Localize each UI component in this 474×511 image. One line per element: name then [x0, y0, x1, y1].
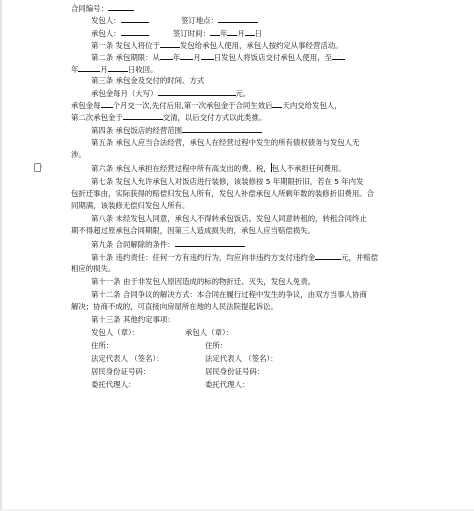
article-3-yuan: 元。	[235, 89, 251, 98]
article-2-line2	[71, 63, 157, 75]
sig-agent-right	[205, 379, 249, 390]
page-edge	[0, 0, 2, 511]
article-2	[91, 51, 345, 63]
sign-place-label: 签订地点：	[181, 16, 218, 25]
article-4-head: 第四条	[91, 126, 114, 135]
article-1-blank[interactable]	[160, 39, 180, 48]
article-6-head: 第六条	[91, 164, 114, 173]
article-11-head: 第十一条	[91, 277, 121, 286]
article-2-blank-month[interactable]	[180, 51, 193, 60]
sig-legal-left	[91, 353, 164, 364]
article-2-end-year: 年	[71, 65, 79, 74]
article-7	[91, 176, 363, 187]
article-3-monthly	[91, 87, 250, 99]
article-2-end-month: 月	[100, 65, 108, 74]
article-2-blank-end-month[interactable]	[78, 63, 100, 72]
contractee-blank[interactable]	[121, 27, 149, 36]
sig-id-left	[91, 366, 150, 377]
article-12-text: 合同争议的解决方式：本合同在履行过程中发生的争议，由双方当事人协商	[122, 290, 367, 299]
article-3-amount-blank[interactable]	[158, 87, 236, 96]
article-13-text: 其他约定事项：	[122, 315, 175, 324]
article-4-blank[interactable]	[182, 124, 262, 133]
sign-month-blank[interactable]	[227, 27, 237, 36]
article-5-cont-text: 涉。	[71, 150, 86, 159]
sig-address-right-label: 住所：	[205, 341, 228, 350]
contractee-line	[91, 27, 149, 39]
article-7-line2: 包折迁事由，实际获得的赔偿归发包人所有，发包人补偿承包人所剩年数的装修折旧费用。合	[71, 189, 375, 198]
article-8	[91, 213, 367, 224]
article-2-year: 年	[172, 53, 181, 62]
sig-address-left	[91, 340, 113, 351]
article-5-head: 第五条	[91, 138, 114, 147]
sig-agent-left-label: 委托代理人：	[91, 380, 136, 389]
article-2-blank-year[interactable]	[160, 51, 173, 60]
article-12-l2	[71, 301, 278, 312]
sig-agent-right-label: 委托代理人：	[205, 380, 250, 389]
document-arrow-icon[interactable]	[34, 163, 41, 171]
sign-day-blank[interactable]	[245, 27, 255, 36]
article-10-text-a: 违约责任：任何一方有违约行为，均应向非违约方支付违约金	[115, 253, 316, 262]
article-3-text: 承包金及交付的时间、方式	[115, 76, 205, 85]
article-1-text-b: 发包给承包人使用，承包人按约定从事经营活动。	[179, 41, 343, 50]
article-3-monthly-label: 承包金每月（大写）	[91, 89, 158, 98]
article-12	[91, 289, 367, 300]
article-3-pay	[71, 99, 342, 111]
sign-year-blank[interactable]	[210, 27, 220, 36]
article-3-head: 第三条	[91, 76, 114, 85]
contractor-label: 发包人：	[91, 16, 121, 25]
day-char: 日	[254, 29, 263, 38]
sig-agent-left	[91, 379, 135, 390]
article-3-second-a: 第二次承包金于	[71, 113, 123, 122]
article-7-head: 第七条	[91, 177, 114, 186]
sig-id-right-label: 居民身份证号码：	[205, 367, 265, 376]
article-3-months-blank[interactable]	[101, 99, 113, 108]
article-10-penalty-blank[interactable]	[315, 251, 341, 260]
article-5	[91, 137, 359, 148]
article-13	[91, 314, 175, 325]
article-2-blank-day[interactable]	[201, 51, 214, 60]
article-13-head: 第十三条	[91, 315, 121, 324]
contract-no-blank[interactable]	[108, 2, 134, 11]
article-5-cont	[71, 149, 86, 160]
article-2-blank-end-day[interactable]	[108, 63, 128, 72]
article-9	[91, 238, 245, 250]
sign-time-label: 签订时间：	[173, 29, 210, 38]
article-10	[91, 251, 378, 263]
article-6-text-a: 承包人承担在经营过程中所有高支出的费、税，	[115, 164, 271, 173]
sign-place-line	[181, 14, 258, 26]
article-2-month: 月	[193, 53, 201, 62]
sig-contractee	[185, 327, 233, 338]
sig-id-right	[205, 366, 264, 377]
sig-legal-right-label: 法定代表人 （签名）：	[205, 354, 278, 363]
sig-contractee-label: 承包人（章）：	[185, 328, 234, 337]
sig-legal-left-label: 法定代表人 （签名）：	[91, 354, 164, 363]
article-9-blank[interactable]	[175, 238, 245, 247]
article-4	[91, 124, 262, 136]
article-10-head: 第十条	[91, 253, 114, 262]
article-3-second-blank[interactable]	[123, 111, 163, 120]
article-1	[91, 39, 343, 51]
article-3-days-blank[interactable]	[272, 99, 282, 108]
article-8-head: 第八条	[91, 214, 114, 223]
article-1-head: 第一条	[91, 41, 114, 50]
article-11	[91, 276, 315, 287]
article-10-line2: 相应的损失。	[71, 264, 116, 273]
year-char: 年	[219, 29, 228, 38]
article-9-head: 第九条	[91, 240, 114, 249]
sig-address-left-label: 住所：	[91, 341, 114, 350]
article-11-text: 由于非发包人原因造成的标的物折迁、灭失，发包人免责。	[122, 277, 316, 286]
sig-address-right	[205, 340, 227, 351]
article-7-l2	[71, 188, 374, 199]
article-3-second	[71, 111, 266, 123]
article-3	[91, 75, 204, 86]
sig-legal-right	[205, 353, 278, 364]
article-3-pay-a: 承包金每	[71, 101, 101, 110]
article-7-text: 发包人允许承包人对饭店进行装修，该装修按 5 年期限折旧，若在 5 年内发	[115, 177, 364, 186]
sig-contractor-label: 发包人（章）：	[91, 328, 140, 337]
article-3-second-b: 交清，以后交付方式以此类推。	[162, 113, 267, 122]
chevron-right-icon: ▸	[40, 164, 43, 170]
contract-no-label: 合同编号：	[71, 4, 108, 13]
contract-no-line	[71, 2, 134, 14]
contractee-label: 承包人：	[91, 29, 121, 38]
article-2-end-day: 日收回。	[127, 65, 158, 74]
article-1-text-a: 发包人将位于	[115, 41, 160, 50]
article-8-line2: 期不得超过原承包合同期限，因第三人造成损失的，承包人应当赔偿损失。	[71, 226, 315, 235]
contractor-blank[interactable]	[121, 14, 149, 23]
article-2-text-d: 日发包人将饭店交付承包人使用，至	[213, 53, 332, 62]
article-10-text-b: 元，并赔偿	[341, 253, 379, 262]
article-12-head: 第十二条	[91, 290, 121, 299]
article-12-line2: 解决；协商不成的，可直接向房屋所在地的人民法院提起诉讼。	[71, 302, 278, 311]
article-2-head: 第二条	[91, 53, 114, 62]
sign-place-blank[interactable]	[218, 14, 258, 23]
article-2-blank-end[interactable]	[332, 51, 345, 60]
article-6	[91, 163, 346, 174]
sig-contractor	[91, 327, 139, 338]
article-9-text: 合同解除的条件：	[115, 240, 175, 249]
article-2-text-a: 承包期限：从	[115, 53, 160, 62]
article-5-text: 承包人应当合法经营，承包人在经营过程中发生的所有债权债务与发包人无	[115, 138, 360, 147]
sign-time-line	[173, 27, 262, 39]
article-8-text: 未经发包人同意，承包人不得转承包饭店。发包人同意转租的，转租合同终止	[115, 214, 367, 223]
contractor-line	[91, 14, 149, 26]
article-6-text-b: 包人不承担任何费用。	[271, 164, 346, 173]
article-3-pay-c: 天内交给发包人，	[282, 101, 342, 110]
article-4-text: 承包饭店的经营范围	[115, 126, 183, 135]
article-8-l2	[71, 225, 315, 236]
sig-id-left-label: 居民身份证号码：	[91, 367, 151, 376]
article-10-l2	[71, 263, 115, 274]
month-char: 月	[237, 29, 245, 38]
article-7-line3: 同期满，该装修无偿归发包人所有。	[71, 201, 190, 210]
article-7-l3	[71, 200, 189, 211]
article-3-pay-b: 个月交一次,先付后用,第一次承包金于合同生效后	[112, 101, 273, 110]
